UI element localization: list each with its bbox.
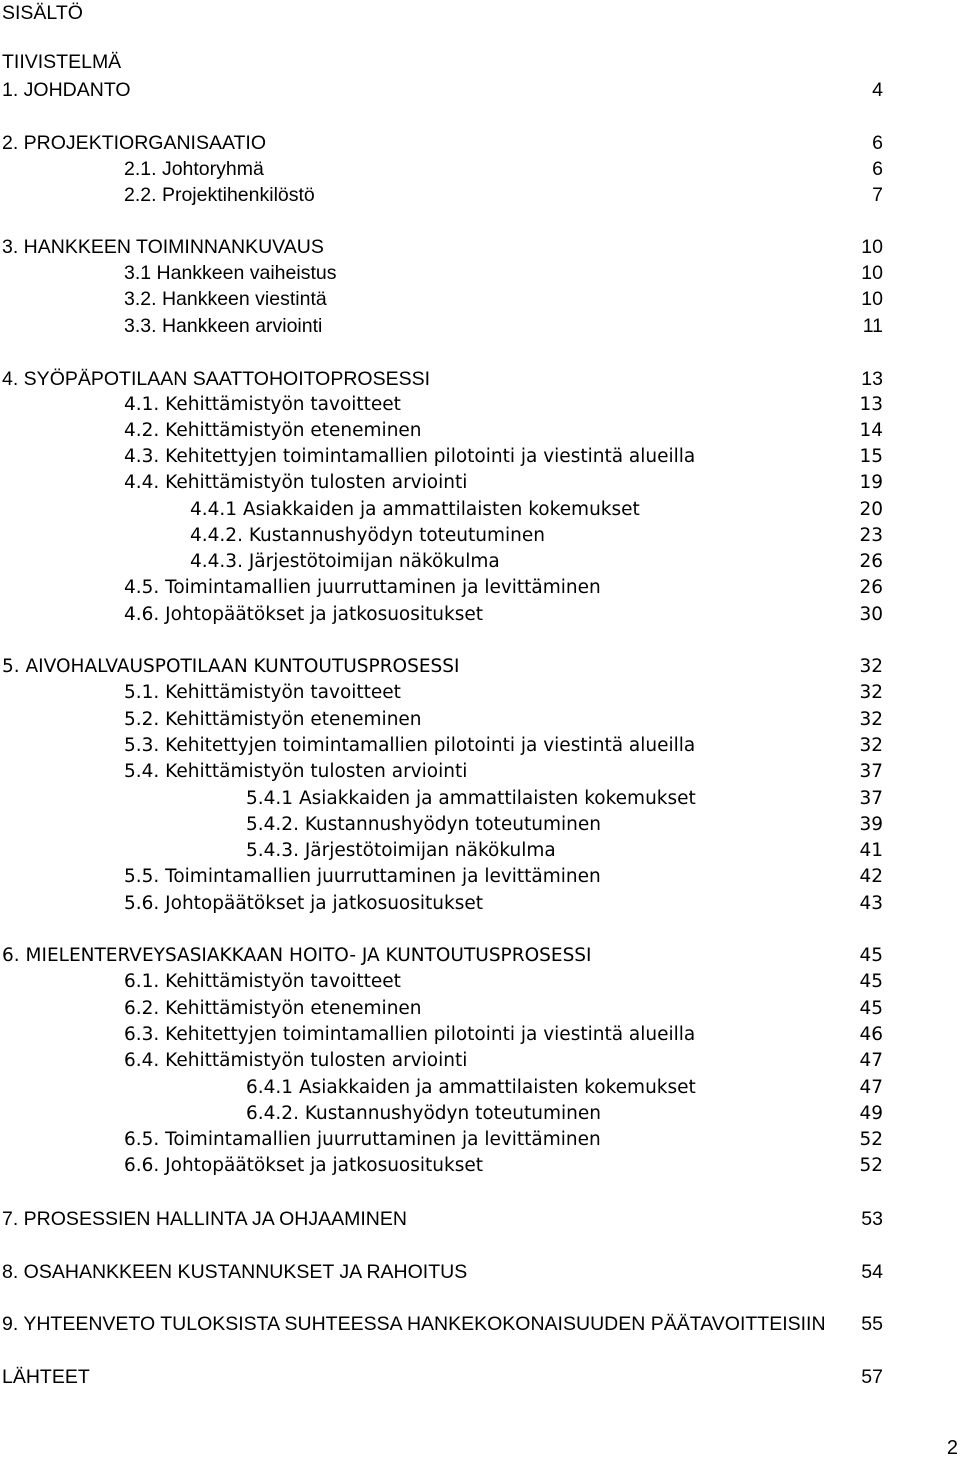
toc-entry: 5.1. Kehittämistyön tavoitteet 32: [124, 682, 883, 703]
toc-entry: 3.1 Hankkeen vaiheistus 10: [124, 262, 883, 284]
toc-entry: 2.2. Projektihenkilöstö 7: [124, 184, 883, 206]
toc-entry: 5.4.3. Järjestötoimijan näkökulma 41: [246, 840, 883, 861]
toc-entry: 4.2. Kehittämistyön eteneminen 14: [124, 420, 883, 441]
toc-entry: 4. SYÖPÄPOTILAAN SAATTOHOITOPROSESSI 13: [2, 368, 883, 390]
toc-entry: 3.2. Hankkeen viestintä 10: [124, 288, 883, 310]
toc-entry: 5. AIVOHALVAUSPOTILAAN KUNTOUTUSPROSESSI 32: [2, 656, 883, 677]
toc-entry: 8. OSAHANKKEEN KUSTANNUKSET JA RAHOITUS 54: [2, 1261, 883, 1283]
toc-entry: 5.6. Johtopäätökset ja jatkosuositukset 43: [124, 893, 883, 914]
toc-entry: LÄHTEET 57: [2, 1366, 883, 1388]
toc-entry: 5.2. Kehittämistyön eteneminen 32: [124, 709, 883, 730]
toc-entry: 2.1. Johtoryhmä 6: [124, 158, 883, 180]
toc-entry: 5.3. Kehitettyjen toimintamallien pilotointi ja viestintä alueilla 32: [124, 735, 883, 756]
toc-entry: 4.4.2. Kustannushyödyn toteutuminen 23: [190, 525, 883, 546]
toc-entry: 6.6. Johtopäätökset ja jatkosuositukset 52: [124, 1155, 883, 1176]
toc-entry: 6.4. Kehittämistyön tulosten arviointi 47: [124, 1050, 883, 1071]
toc-entry: 7. PROSESSIEN HALLINTA JA OHJAAMINEN 53: [2, 1208, 883, 1230]
toc-entry: 4.1. Kehittämistyön tavoitteet 13: [124, 394, 883, 415]
toc-entry: 4.4.1 Asiakkaiden ja ammattilaisten kokemukset 20: [190, 499, 883, 520]
toc-entry: 5.4. Kehittämistyön tulosten arviointi 37: [124, 761, 883, 782]
toc-entry: 6.3. Kehitettyjen toimintamallien pilotointi ja viestintä alueilla 46: [124, 1024, 883, 1045]
toc-entry: 6.4.2. Kustannushyödyn toteutuminen 49: [246, 1103, 883, 1124]
page-number: 2: [946, 1437, 958, 1459]
toc-entry: 4.4.3. Järjestötoimijan näkökulma 26: [190, 551, 883, 572]
toc-entry: 2. PROJEKTIORGANISAATIO 6: [2, 132, 883, 154]
toc-entry: 6.4.1 Asiakkaiden ja ammattilaisten kokemukset 47: [246, 1077, 883, 1098]
toc-entry: 6.1. Kehittämistyön tavoitteet 45: [124, 971, 883, 992]
toc-entry: 9. YHTEENVETO TULOKSISTA SUHTEESSA HANKEKOKONAISUUDEN PÄÄTAVOITTEISIIN 55: [2, 1313, 883, 1335]
toc-entry: 1. JOHDANTO 4: [2, 79, 883, 101]
toc-heading: SISÄLTÖ: [2, 2, 83, 24]
toc-entry: 5.5. Toimintamallien juurruttaminen ja levittäminen 42: [124, 866, 883, 887]
toc-entry: 3. HANKKEEN TOIMINNANKUVAUS 10: [2, 236, 883, 258]
toc-entry: 4.3. Kehitettyjen toimintamallien pilotointi ja viestintä alueilla 15: [124, 446, 883, 467]
toc-entry: 6.5. Toimintamallien juurruttaminen ja levittäminen 52: [124, 1129, 883, 1150]
toc-entry: 4.4. Kehittämistyön tulosten arviointi 19: [124, 472, 883, 493]
toc-entry: 6.2. Kehittämistyön eteneminen 45: [124, 998, 883, 1019]
toc-entry: 5.4.1 Asiakkaiden ja ammattilaisten kokemukset 37: [246, 788, 883, 809]
toc-entry: 3.3. Hankkeen arviointi 11: [124, 315, 883, 337]
toc-summary: TIIVISTELMÄ: [2, 51, 122, 73]
toc-entry: 4.5. Toimintamallien juurruttaminen ja levittäminen 26: [124, 577, 883, 598]
toc-entry: 5.4.2. Kustannushyödyn toteutuminen 39: [246, 814, 883, 835]
toc-entry: 4.6. Johtopäätökset ja jatkosuositukset 30: [124, 604, 883, 625]
toc-entry: 6. MIELENTERVEYSASIAKKAAN HOITO- JA KUNTOUTUSPROSESSI 45: [2, 945, 883, 966]
